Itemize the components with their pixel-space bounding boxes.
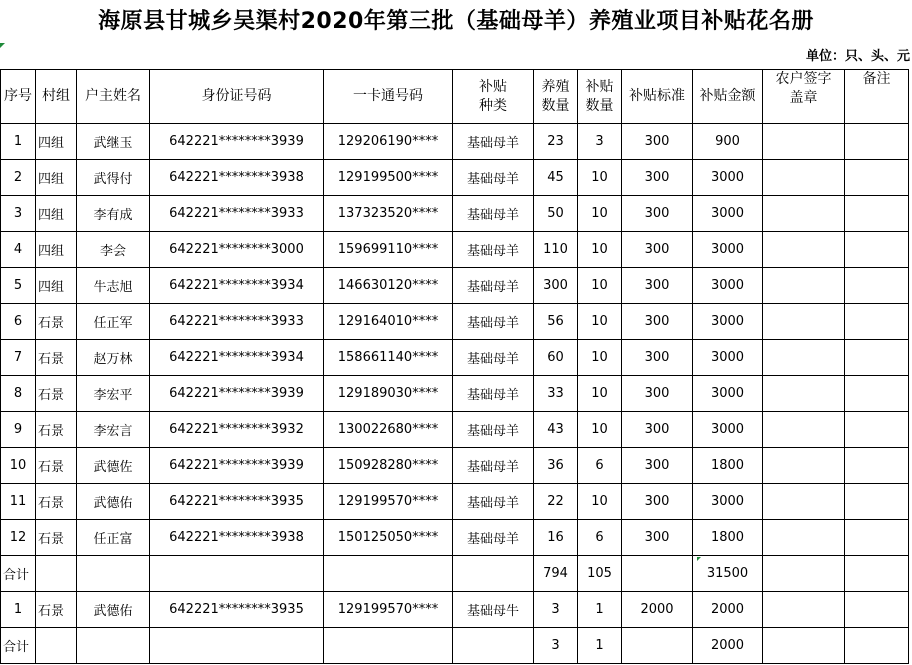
header-remark: 备注 [845, 70, 909, 124]
cell-qty: 10 [578, 268, 622, 304]
cell-qty: 10 [578, 304, 622, 340]
cell-amount: 3000 [693, 160, 763, 196]
cell-amount: 3000 [693, 304, 763, 340]
cell-no: 1 [1, 592, 36, 628]
cell-group: 石景 [36, 304, 77, 340]
empty-cell [763, 556, 845, 592]
cell-sign [763, 232, 845, 268]
header-breed-qty: 养殖数量 [534, 70, 578, 124]
total-breed: 794 [534, 556, 578, 592]
cell-no: 7 [1, 340, 36, 376]
empty-cell [77, 628, 150, 664]
cell-amount: 3000 [693, 376, 763, 412]
cell-name: 李宏言 [77, 412, 150, 448]
header-no: 序号 [1, 70, 36, 124]
cell-breed: 43 [534, 412, 578, 448]
cell-id: 642221********3000 [150, 232, 324, 268]
cell-no: 9 [1, 412, 36, 448]
empty-cell [845, 628, 909, 664]
empty-cell [150, 556, 324, 592]
cell-id: 642221********3939 [150, 448, 324, 484]
cell-amount: 1800 [693, 520, 763, 556]
cell-id: 642221********3934 [150, 268, 324, 304]
cell-name: 李宏平 [77, 376, 150, 412]
cell-breed: 300 [534, 268, 578, 304]
document-title: 海原县甘城乡吴渠村2020年第三批（基础母羊）养殖业项目补贴花名册 [98, 9, 814, 34]
cell-standard: 300 [622, 160, 693, 196]
cell-type: 基础母羊 [453, 520, 534, 556]
table-row [1, 268, 909, 304]
cell-group: 石景 [36, 592, 77, 628]
cell-qty: 10 [578, 232, 622, 268]
cell-breed: 16 [534, 520, 578, 556]
table-row [1, 232, 909, 268]
empty-cell [36, 556, 77, 592]
cell-group: 四组 [36, 124, 77, 160]
table-row [1, 340, 909, 376]
cell-name: 武德佐 [77, 448, 150, 484]
cell-card: 146630120**** [324, 268, 453, 304]
cell-id: 642221********3934 [150, 340, 324, 376]
cell-type: 基础母牛 [453, 592, 534, 628]
cell-name: 李有成 [77, 196, 150, 232]
cell-remark [845, 376, 909, 412]
cell-id: 642221********3935 [150, 592, 324, 628]
cell-sign [763, 268, 845, 304]
cell-sign [763, 340, 845, 376]
cell-sign [763, 160, 845, 196]
cell-standard: 300 [622, 448, 693, 484]
cell-qty: 10 [578, 376, 622, 412]
empty-cell [622, 556, 693, 592]
cell-type: 基础母羊 [453, 304, 534, 340]
cell-no: 12 [1, 520, 36, 556]
cell-standard: 300 [622, 412, 693, 448]
header-id: 身份证号码 [150, 70, 324, 124]
cell-comment-marker [697, 557, 701, 561]
cell-sign [763, 376, 845, 412]
total-breed: 3 [534, 628, 578, 664]
cell-group: 石景 [36, 376, 77, 412]
total-row [1, 628, 909, 664]
cell-card: 130022680**** [324, 412, 453, 448]
cell-group: 石景 [36, 340, 77, 376]
cell-breed: 56 [534, 304, 578, 340]
cell-remark [845, 592, 909, 628]
cell-id: 642221********3933 [150, 304, 324, 340]
cell-breed: 110 [534, 232, 578, 268]
total-qty: 105 [578, 556, 622, 592]
cell-amount: 3000 [693, 232, 763, 268]
cell-card: 129164010**** [324, 304, 453, 340]
cell-type: 基础母羊 [453, 448, 534, 484]
cell-standard: 300 [622, 196, 693, 232]
cell-remark [845, 484, 909, 520]
cell-group: 四组 [36, 268, 77, 304]
table-row [1, 124, 909, 160]
cell-group: 石景 [36, 484, 77, 520]
cell-remark [845, 196, 909, 232]
header-standard: 补贴标准 [622, 70, 693, 124]
cell-group: 四组 [36, 232, 77, 268]
cell-qty: 6 [578, 520, 622, 556]
cell-name: 武得付 [77, 160, 150, 196]
table-row [1, 160, 909, 196]
cell-remark [845, 304, 909, 340]
cell-standard: 2000 [622, 592, 693, 628]
cell-sign [763, 592, 845, 628]
cell-card: 129206190**** [324, 124, 453, 160]
cell-no: 8 [1, 376, 36, 412]
header-group: 村组 [36, 70, 77, 124]
empty-cell [763, 628, 845, 664]
empty-cell [77, 556, 150, 592]
header-sign: 农户签字盖章 [763, 70, 845, 124]
table-row [1, 196, 909, 232]
cell-id: 642221********3932 [150, 412, 324, 448]
cell-qty: 10 [578, 484, 622, 520]
cell-card: 137323520**** [324, 196, 453, 232]
cell-remark [845, 412, 909, 448]
cell-card: 150928280**** [324, 448, 453, 484]
header-card: 一卡通号码 [324, 70, 453, 124]
cell-card: 158661140**** [324, 340, 453, 376]
cell-sign [763, 196, 845, 232]
header-name: 户主姓名 [77, 70, 150, 124]
cell-breed: 23 [534, 124, 578, 160]
cell-standard: 300 [622, 232, 693, 268]
table-row [1, 376, 909, 412]
cell-no: 4 [1, 232, 36, 268]
unit-note: 单位：只、头、元 [805, 49, 910, 64]
cell-name: 任正富 [77, 520, 150, 556]
cell-sign [763, 412, 845, 448]
table-row [1, 520, 909, 556]
empty-cell [453, 556, 534, 592]
cell-no: 2 [1, 160, 36, 196]
cell-remark [845, 232, 909, 268]
cell-name: 李会 [77, 232, 150, 268]
cell-group: 石景 [36, 412, 77, 448]
header-type: 补贴种类 [453, 70, 534, 124]
cell-card: 159699110**** [324, 232, 453, 268]
cell-type: 基础母羊 [453, 160, 534, 196]
table-row [1, 592, 909, 628]
cell-standard: 300 [622, 124, 693, 160]
cell-id: 642221********3933 [150, 196, 324, 232]
subsidy-roster-table [0, 69, 909, 664]
cell-amount: 3000 [693, 340, 763, 376]
cell-no: 1 [1, 124, 36, 160]
cell-name: 武德佑 [77, 484, 150, 520]
empty-cell [845, 556, 909, 592]
empty-cell [36, 628, 77, 664]
cell-amount: 900 [693, 124, 763, 160]
cell-standard: 300 [622, 340, 693, 376]
cell-card: 129199570**** [324, 484, 453, 520]
cell-id: 642221********3938 [150, 520, 324, 556]
cell-sign [763, 520, 845, 556]
header-amount: 补贴金额 [693, 70, 763, 124]
cell-comment-marker [0, 43, 5, 48]
cell-name: 牛志旭 [77, 268, 150, 304]
cell-name: 任正军 [77, 304, 150, 340]
cell-card: 129199570**** [324, 592, 453, 628]
cell-sign [763, 484, 845, 520]
cell-qty: 6 [578, 448, 622, 484]
cell-qty: 10 [578, 160, 622, 196]
table-row [1, 484, 909, 520]
cell-qty: 10 [578, 196, 622, 232]
cell-name: 武德佑 [77, 592, 150, 628]
empty-cell [324, 556, 453, 592]
cell-type: 基础母羊 [453, 376, 534, 412]
cell-remark [845, 340, 909, 376]
cell-breed: 36 [534, 448, 578, 484]
cell-no: 11 [1, 484, 36, 520]
cell-type: 基础母羊 [453, 484, 534, 520]
cell-no: 5 [1, 268, 36, 304]
cell-type: 基础母羊 [453, 124, 534, 160]
cell-sign [763, 124, 845, 160]
cell-amount: 1800 [693, 448, 763, 484]
cell-standard: 300 [622, 484, 693, 520]
empty-cell [150, 628, 324, 664]
empty-cell [622, 628, 693, 664]
cell-qty: 10 [578, 412, 622, 448]
cell-breed: 3 [534, 592, 578, 628]
empty-cell [453, 628, 534, 664]
cell-remark [845, 124, 909, 160]
cell-standard: 300 [622, 376, 693, 412]
cell-type: 基础母羊 [453, 196, 534, 232]
cell-remark [845, 160, 909, 196]
total-row [1, 556, 909, 592]
cell-standard: 300 [622, 268, 693, 304]
cell-amount: 2000 [693, 592, 763, 628]
header-subsidy-qty: 补贴数量 [578, 70, 622, 124]
cell-group: 石景 [36, 448, 77, 484]
cell-id: 642221********3939 [150, 376, 324, 412]
empty-cell [324, 628, 453, 664]
table-row [1, 412, 909, 448]
table-row [1, 304, 909, 340]
cell-type: 基础母羊 [453, 340, 534, 376]
cell-qty: 10 [578, 340, 622, 376]
cell-card: 129199500**** [324, 160, 453, 196]
total-label: 合计 [1, 628, 36, 664]
cell-remark [845, 448, 909, 484]
cell-card: 150125050**** [324, 520, 453, 556]
cell-qty: 1 [578, 592, 622, 628]
header-row [1, 70, 909, 124]
cell-id: 642221********3935 [150, 484, 324, 520]
table-row [1, 448, 909, 484]
cell-qty: 3 [578, 124, 622, 160]
cell-amount: 3000 [693, 196, 763, 232]
cell-no: 6 [1, 304, 36, 340]
cell-standard: 300 [622, 304, 693, 340]
cell-breed: 45 [534, 160, 578, 196]
cell-id: 642221********3939 [150, 124, 324, 160]
cell-breed: 60 [534, 340, 578, 376]
cell-remark [845, 520, 909, 556]
cell-breed: 22 [534, 484, 578, 520]
cell-amount: 3000 [693, 268, 763, 304]
cell-group: 四组 [36, 160, 77, 196]
cell-name: 武继玉 [77, 124, 150, 160]
total-label: 合计 [1, 556, 36, 592]
cell-type: 基础母羊 [453, 412, 534, 448]
cell-no: 3 [1, 196, 36, 232]
cell-breed: 33 [534, 376, 578, 412]
total-amount: 2000 [693, 628, 763, 664]
total-amount: 31500 [693, 556, 763, 592]
cell-no: 10 [1, 448, 36, 484]
cell-id: 642221********3938 [150, 160, 324, 196]
cell-amount: 3000 [693, 412, 763, 448]
cell-group: 四组 [36, 196, 77, 232]
cell-standard: 300 [622, 520, 693, 556]
cell-amount: 3000 [693, 484, 763, 520]
cell-remark [845, 268, 909, 304]
cell-sign [763, 304, 845, 340]
cell-type: 基础母羊 [453, 232, 534, 268]
cell-card: 129189030**** [324, 376, 453, 412]
cell-breed: 50 [534, 196, 578, 232]
total-qty: 1 [578, 628, 622, 664]
cell-group: 石景 [36, 520, 77, 556]
cell-name: 赵万林 [77, 340, 150, 376]
cell-sign [763, 448, 845, 484]
cell-type: 基础母羊 [453, 268, 534, 304]
